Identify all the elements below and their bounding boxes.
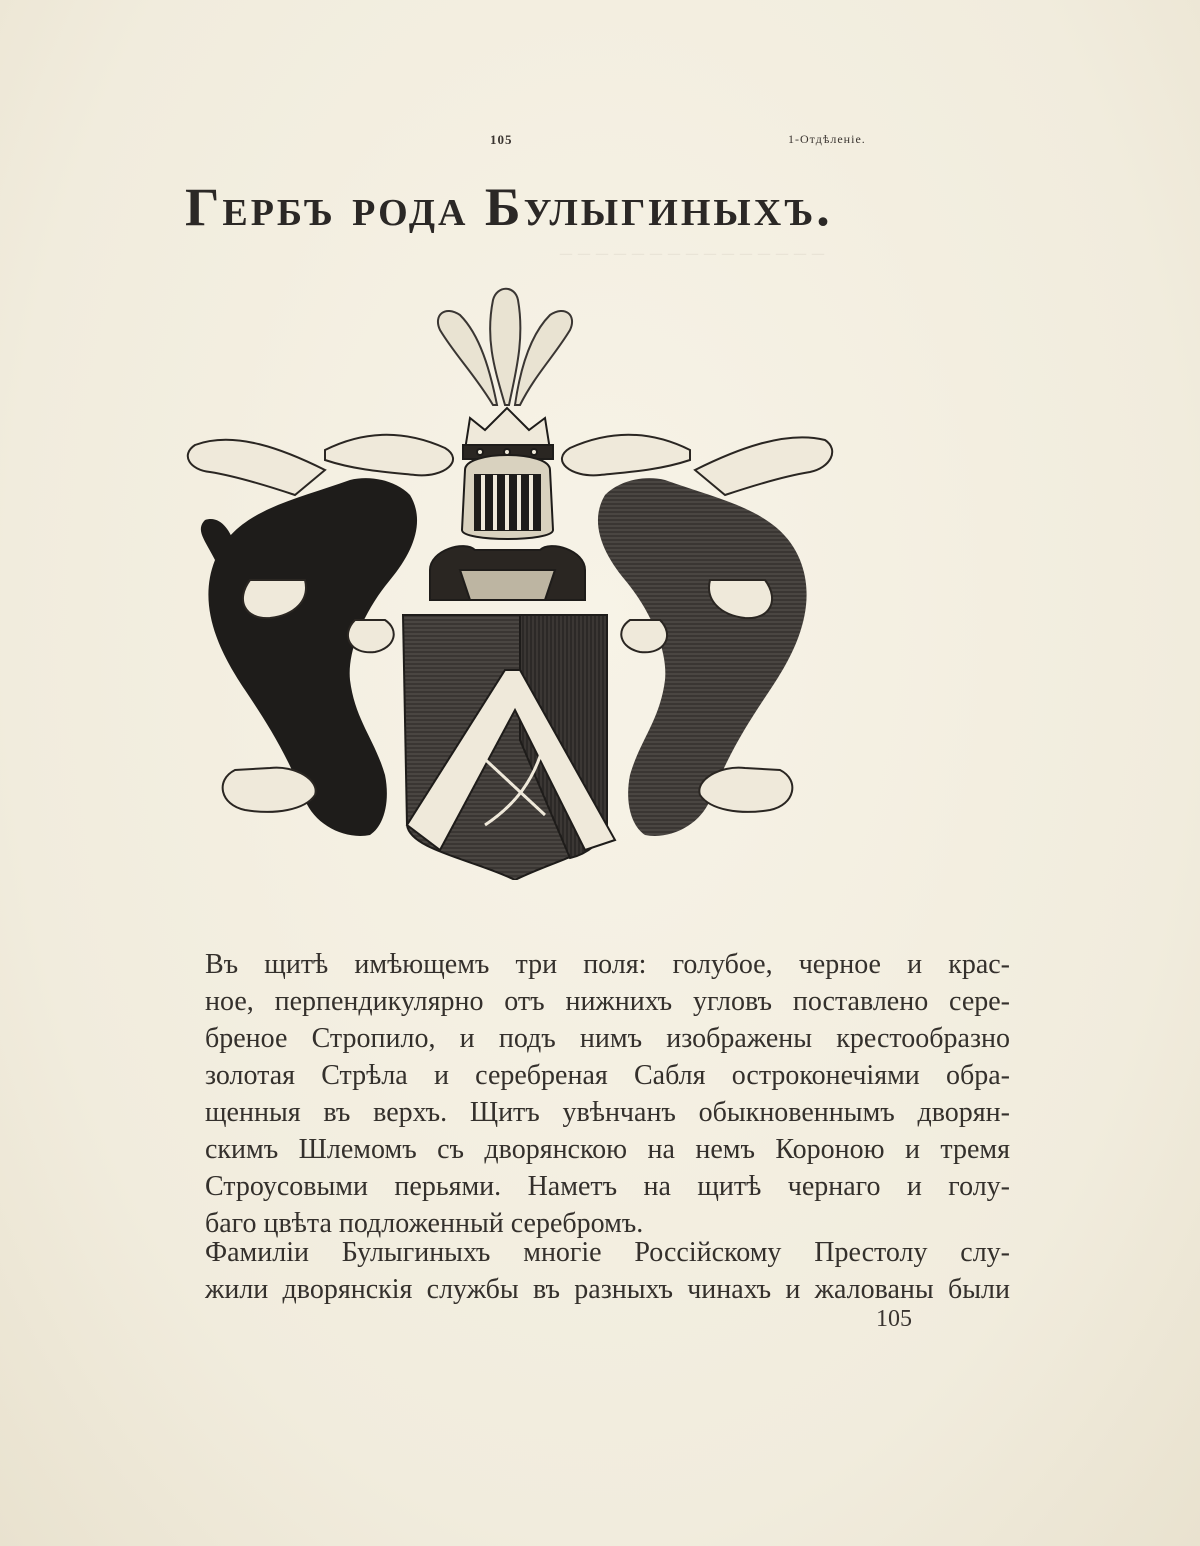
- ostrich-plumes: [438, 289, 572, 405]
- text-line: ное, перпендикулярно отъ нижнихъ угловъ поставлено сере-: [205, 986, 1010, 1017]
- text-line: золотая Стрѣла и серебреная Сабля остроконечіями обра-: [205, 1060, 1010, 1091]
- blazon-paragraph: [205, 946, 1010, 1242]
- text-line: скимъ Шлемомъ съ дворянскою на немъ Короною и тремя: [205, 1134, 1010, 1165]
- text-line: Строусовыми перьями. Наметъ на щитѣ чернаго и голу-: [205, 1171, 1010, 1202]
- helmet: [430, 455, 585, 600]
- bleed-through-text: _ _ _ _ _ _ _ _ _ _ _ _ _ _ _: [560, 232, 824, 258]
- heraldic-shield: [403, 615, 615, 880]
- footer-page-number: 105: [876, 1306, 912, 1332]
- coat-of-arms-emblem: [175, 280, 840, 880]
- text-line: бреное Стропило, и подъ нимъ изображены крестообразно: [205, 1023, 1010, 1054]
- header-section: 1-Отдѣленіе.: [788, 132, 866, 146]
- history-paragraph: [205, 1234, 1010, 1308]
- text-line: щенныя въ верхъ. Щитъ увѣнчанъ обыкновеннымъ дворян-: [205, 1097, 1010, 1128]
- crown: [463, 408, 553, 459]
- text-line: жили дворянскія службы въ разныхъ чинахъ и жалованы были: [205, 1274, 1010, 1305]
- header-page-number: 105: [490, 132, 513, 147]
- text-line: Въ щитѣ имѣющемъ три поля: голубое, черное и крас-: [205, 949, 1010, 980]
- text-line: Фамиліи Булыгиныхъ многіе Россійскому Престолу слу-: [205, 1237, 1010, 1268]
- page-title: Гербъ рода Булыгиныхъ.: [185, 177, 833, 237]
- text-line: баго цвѣта подложенный серебромъ.: [205, 1208, 644, 1239]
